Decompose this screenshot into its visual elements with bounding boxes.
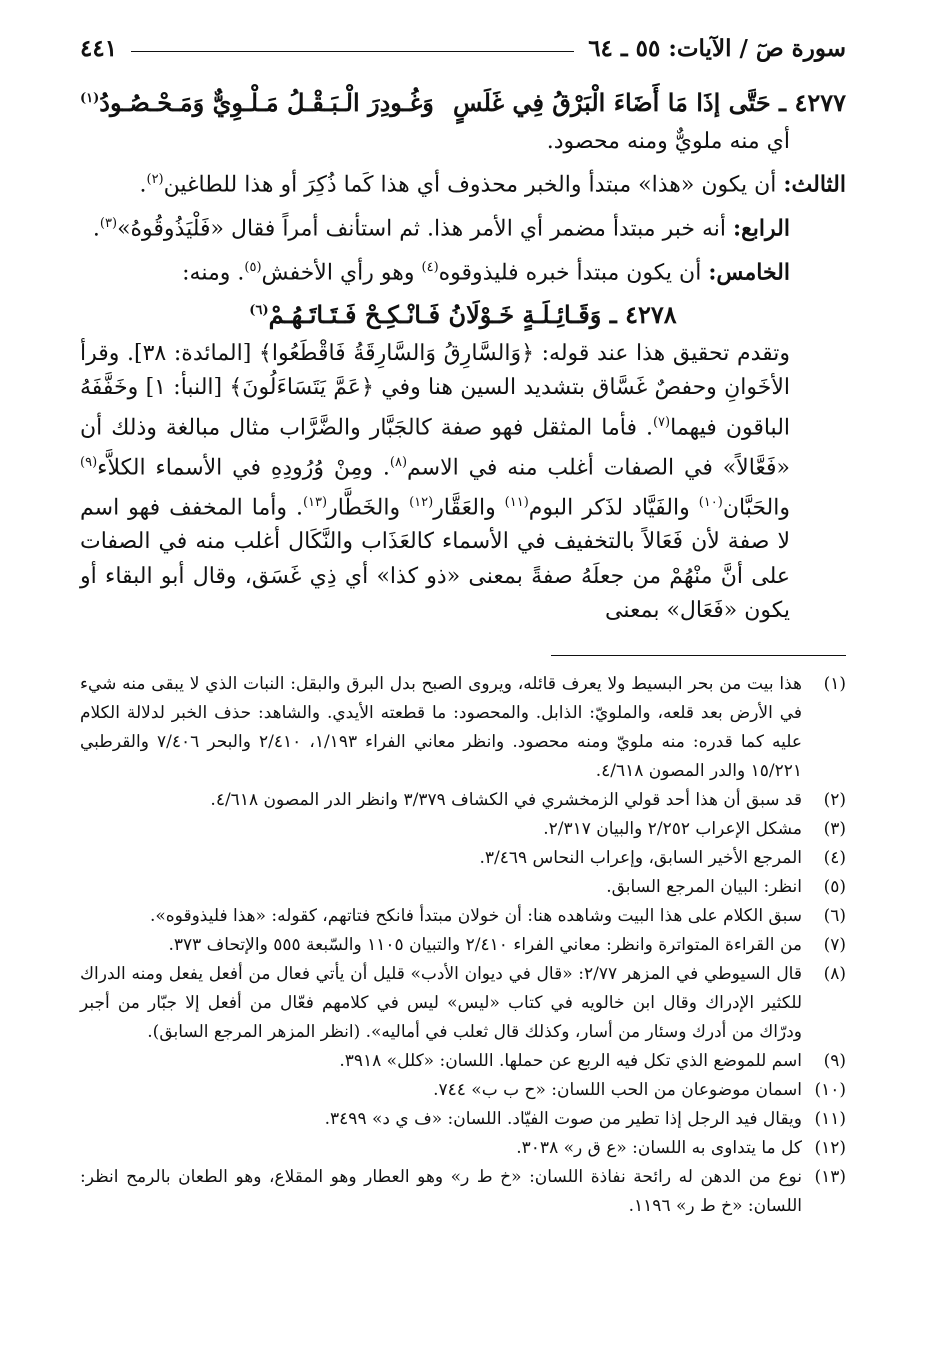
footnote-4: (٤) المرجع الأخير السابق، وإعراب النحاس ٣/٤٦٩. bbox=[479, 847, 846, 868]
footnote-11: (١١) ويقال فيد الرجل إذا تطير من صوت الفيّاد. اللسان: «ف ي د» ٣٤٩٩. bbox=[324, 1108, 846, 1129]
footnote-ref-10[interactable]: (١٠) bbox=[698, 494, 723, 510]
term-third: الثالث: bbox=[783, 171, 846, 198]
paragraph-fifth: الخامس: أن يكون مبتدأ خبره فليذوقوه$^{(٤)}$ وهو رأي الأخفش$^{(٥)}$. ومنه: bbox=[182, 258, 790, 285]
paragraph-fourth: الرابع: أنه خبر مبتدأ مضمر أي الأمر هذا. ثم استأنف أمراً فقال «فَلْيَذُوقُوهُ»$^{(٣)}$. bbox=[92, 215, 790, 242]
verse-4278: ٤٢٧٨ ـ وَقَـائِـلَـةٍ خَـوْلَانُ فَـانْـكِـحْ فَـتَـاتَـهُـمْ$^{(٦)}$ bbox=[249, 300, 677, 330]
footnote-7: (٧) من القراءة المتواترة وانظر: معاني الفراء ٢/٤١٠ والتبيان ١١٠٥ والسّبعة ٥٥٥ والإتحاف ٣٧٣. bbox=[168, 934, 846, 955]
footnote-1: (١) هذا بيت من بحر البسيط ولا يعرف قائله، ويروى الصبح بدل البرق والبقل: النبات الذي لا يبقى منه شيء في الأرض بعد قلعه، والملويّ: الذابل. والمحصود: ما قطعته الأيدي. والشاهد: حذف الخبر لدلالة الكلام عليه كما قدره: منه ملويّ ومنه محصود. وانظر معاني الفراء ١/١٩٣، ٢/٤١٠ والبحر ٧/٤٠٦ والقرطبي ١٥/٢٢١ والدر المصون ٤/٦١٨. bbox=[80, 673, 846, 781]
footnote-ref-1[interactable]: (١) bbox=[80, 91, 100, 106]
verse-4277 bbox=[80, 82, 846, 121]
footnote-ref-12[interactable]: (١٢) bbox=[409, 494, 434, 510]
footnote-separator bbox=[80, 655, 846, 656]
footnote-ref-13[interactable]: (١٣) bbox=[302, 494, 328, 510]
footnote-ref-3[interactable]: (٣) bbox=[99, 215, 118, 231]
footnote-6: (٦) سبق الكلام على هذا البيت وشاهده هنا: أن خولان مبتدأ فانكح فتاتهم، كقوله: «هذا فليذوقوه». bbox=[149, 905, 846, 926]
footnote-ref-4[interactable]: (٤) bbox=[421, 259, 439, 275]
running-head bbox=[80, 28, 846, 68]
term-fourth: الرابع: bbox=[732, 215, 790, 242]
footnote-ref-11[interactable]: (١١) bbox=[504, 494, 529, 510]
footnote-5: (٥) انظر: البيان المرجع السابق. bbox=[606, 876, 846, 897]
footnote-ref-8[interactable]: (٨) bbox=[389, 454, 408, 470]
footnote-3: (٣) مشكل الإعراب ٢/٢٥٢ والبيان ٢/٣١٧. bbox=[543, 818, 846, 839]
paragraph-line-1: أي منه ملويٌّ ومنه محصود. bbox=[546, 128, 790, 154]
footnote-9: (٩) اسم للموضع الذي تكل فيه الربع عن حملها. اللسان: «كلل» ٣٩١٨. bbox=[339, 1050, 846, 1071]
page-number: ٤٤١ bbox=[80, 34, 118, 62]
footnote-ref-7[interactable]: (٧) bbox=[652, 414, 671, 430]
verse-4277-second-hemistich: وَغُـودِرَ الْـبَـقْـلُ مَـلْـوِيٌّ وَمَـحْـصُـودُ$^{(١)}$ bbox=[80, 88, 434, 117]
footnote-8: (٨) قال السيوطي في المزهر ٢/٧٧: «قال في ديوان الأدب» قليل أن يأتي فعال من أفعل يفعل ومنه الدراك للكثير الإدراك وقال ابن خالويه في كتاب «ليس» ليس في كلامهم فعّال من أفعل إلا جبّار من أجبر ودرّاك من أدرك وسئار من أسار، وكذلك قال ثعلب في أماليه». (انظر المزهر المرجع السابق). bbox=[80, 963, 846, 1042]
header-rule bbox=[131, 51, 574, 52]
paragraph-third: الثالث: أن يكون «هذا» مبتدأ والخبر محذوف أي هذا كَما ذُكِرَ أو هذا للطاغين$^{(٢)}$. bbox=[139, 171, 846, 198]
footnote-2: (٢) قد سبق أن هذا أحد قولي الزمخشري في الكشاف ٣/٣٧٩ وانظر الدر المصون ٤/٦١٨. bbox=[210, 789, 846, 810]
verse-4277-first-hemistich: ٤٢٧٧ ـ حَتَّى إذَا مَا أَضَاءَ الْبَرْقُ فِي غَلَسٍ bbox=[452, 88, 846, 117]
footnote-10: (١٠) اسمان موضوعان من الحب اللسان: «ح ب ب» ٧٤٤. bbox=[433, 1079, 846, 1100]
footnote-ref-6[interactable]: (٦) bbox=[249, 303, 269, 319]
main-text bbox=[80, 82, 846, 629]
footnote-12: (١٢) كل ما يتداوى به اللسان: «ع ق ر» ٣٠٣٨. bbox=[516, 1137, 846, 1158]
footnotes bbox=[80, 670, 846, 1221]
footnote-ref-2[interactable]: (٢) bbox=[146, 172, 164, 187]
chapter-title: سورة صٓ / الآيات: ٥٥ ـ ٦٤ bbox=[588, 34, 846, 62]
footnote-ref-5[interactable]: (٥) bbox=[244, 259, 262, 275]
paragraph-discussion: وتقدم تحقيق هذا عند قوله: ﴿وَالسَّارِقُ وَالسَّارِقَةُ فَاقْطَعُوا﴾ [المائدة: ٣٨]. وقرأ الأخَوانِ وحفصٌ غَسَّاق بتشديد السين هنا وفي ﴿عَمَّ يَتَسَاءَلُونَ﴾ [النبأ: ١] وخَفَّفَهُ الباقون فيهما$^{(٧)}$. فأما المثقل فهو صفة كالجَبَّار والضَّرَّاب مثال مبالغة وذلك أن «فَعَّالاً» في الصفات أغلب منه في الاسم$^{(٨)}$. ومِنْ وُرُودِهِ في الأسماء الكلاَّء$^{(٩)}$ والحَبَّان$^{(١٠)}$ والفَيَّاد لذَكر البوم$^{(١١)}$ والعَقَّار$^{(١٢)}$ والخَطَّار$^{(١٣)}$. وأما المخفف فهو اسم لا صفة لأن فَعَالاً بالتخفيف في الأسماء كالعَذَاب والنَّكَال أغلب منه في الصفات على أنَّ منْهُمْ من جعلَهُ صفةً بمعنى «ذو كذا» أي ذِي غَسَق، وقال أبو البقاء أو يكون «فَعَال» بمعنى bbox=[80, 340, 791, 624]
term-fifth: الخامس: bbox=[708, 258, 790, 285]
footnote-13: (١٣) نوع من الدهن له رائحة نفاذة اللسان: «خ ط ر» وهو العطار وهو المقلاع، وهو الطعان بالرمح انظر: اللسان: «خ ط ر» ١١٩٦. bbox=[80, 1166, 846, 1216]
footnote-ref-9[interactable]: (٩) bbox=[80, 454, 98, 470]
